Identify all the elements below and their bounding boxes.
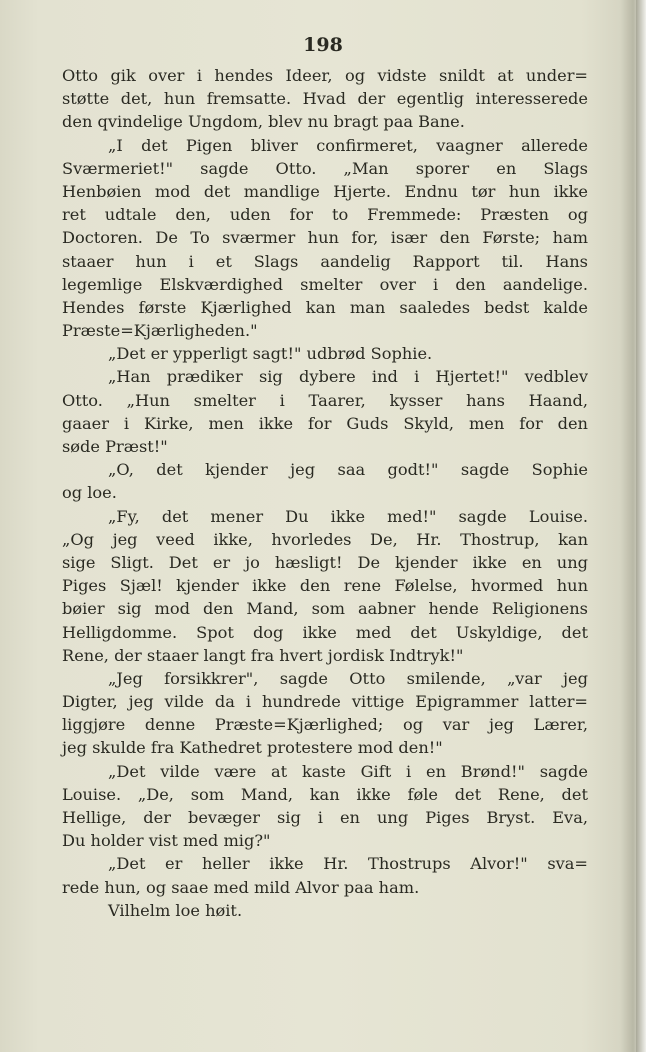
text-line: bøier sig mod den Mand, som aabner hende Religionens: [62, 599, 588, 619]
text-line: „Det er heller ikke Hr. Thostrups Alvor!" sva=: [108, 854, 588, 874]
text-line: den qvindelige Ungdom, blev nu bragt paa Bane.: [62, 112, 465, 132]
text-line: Sværmeriet!" sagde Otto. „Man sporer en Slags: [62, 158, 588, 178]
text-line: Du holder vist med mig?": [62, 831, 271, 851]
text-line: „Det er ypperligt sagt!" udbrød Sophie.: [108, 344, 433, 364]
text-line: søde Præst!": [62, 437, 168, 456]
text-line: staaer hun i et Slags aandelig Rapport til. Hans: [62, 251, 588, 271]
text-line: Helligdomme. Spot dog ikke med det Uskyldige, det: [62, 622, 588, 642]
text-line: „Fy, det mener Du ikke med!" sagde Louise.: [108, 506, 588, 526]
text-line: støtte det, hun fremsatte. Hvad der egentlig interesserede: [62, 89, 588, 109]
text-line: sige Sligt. Det er jo hæsligt! De kjender ikke en ung: [62, 552, 588, 572]
text-line: Hellige, der bevæger sig i en ung Piges Bryst. Eva,: [62, 808, 588, 827]
text-line: liggjøre denne Præste=Kjærlighed; og var jeg Lærer,: [62, 715, 588, 735]
text-line: „Og jeg veed ikke, hvorledes De, Hr. Thostrup, kan: [62, 529, 588, 549]
text-line: Louise. „De, som Mand, kan ikke føle det Rene, det: [62, 784, 588, 804]
text-line: gaaer i Kirke, men ikke for Guds Skyld, men for den: [62, 413, 588, 433]
text-line: og loe.: [62, 483, 117, 503]
text-line: „Jeg forsikkrer", sagde Otto smilende, „var jeg: [108, 668, 588, 688]
text-line: „Han prædiker sig dybere ind i Hjertet!" vedblev: [108, 367, 588, 387]
text-line: jeg skulde fra Kathedret protestere mod den!": [62, 738, 443, 758]
text-line: legemlige Elskværdighed smelter over i den aandelige.: [62, 274, 588, 294]
page-number: 198: [303, 34, 343, 56]
body-text: [62, 64, 588, 922]
text-line: „I det Pigen bliver confirmeret, vaagner allerede: [108, 135, 588, 155]
text-line: Rene, der staaer langt fra hvert jordisk Indtryk!": [62, 645, 464, 665]
text-line: Otto gik over i hendes Ideer, og vidste snildt at under=: [62, 66, 588, 85]
text-line: Piges Sjæl! kjender ikke den rene Følelse, hvormed hun: [62, 576, 588, 596]
text-line: rede hun, og saae med mild Alvor paa ham.: [62, 877, 420, 897]
page-edge: [636, 0, 646, 1052]
text-line: Vilhelm loe høit.: [108, 900, 243, 920]
text-line: Doctoren. De To sværmer hun for, især den Første; ham: [62, 228, 588, 248]
text-line: Otto. „Hun smelter i Taarer, kysser hans Haand,: [62, 390, 588, 410]
text-line: Henbøien mod det mandlige Hjerte. Endnu tør hun ikke: [62, 181, 588, 201]
text-line: Digter, jeg vilde da i hundrede vittige Epigrammer latter=: [62, 692, 588, 712]
text-line: Hendes første Kjærlighed kan man saaledes bedst kalde: [62, 297, 588, 317]
text-line: ret udtale den, uden for to Fremmede: Præsten og: [62, 205, 588, 225]
text-line: Præste=Kjærligheden.": [62, 321, 258, 341]
text-line: „O, det kjender jeg saa godt!" sagde Sophie: [108, 460, 588, 480]
text-line: „Det vilde være at kaste Gift i en Brønd!" sagde: [108, 761, 588, 781]
